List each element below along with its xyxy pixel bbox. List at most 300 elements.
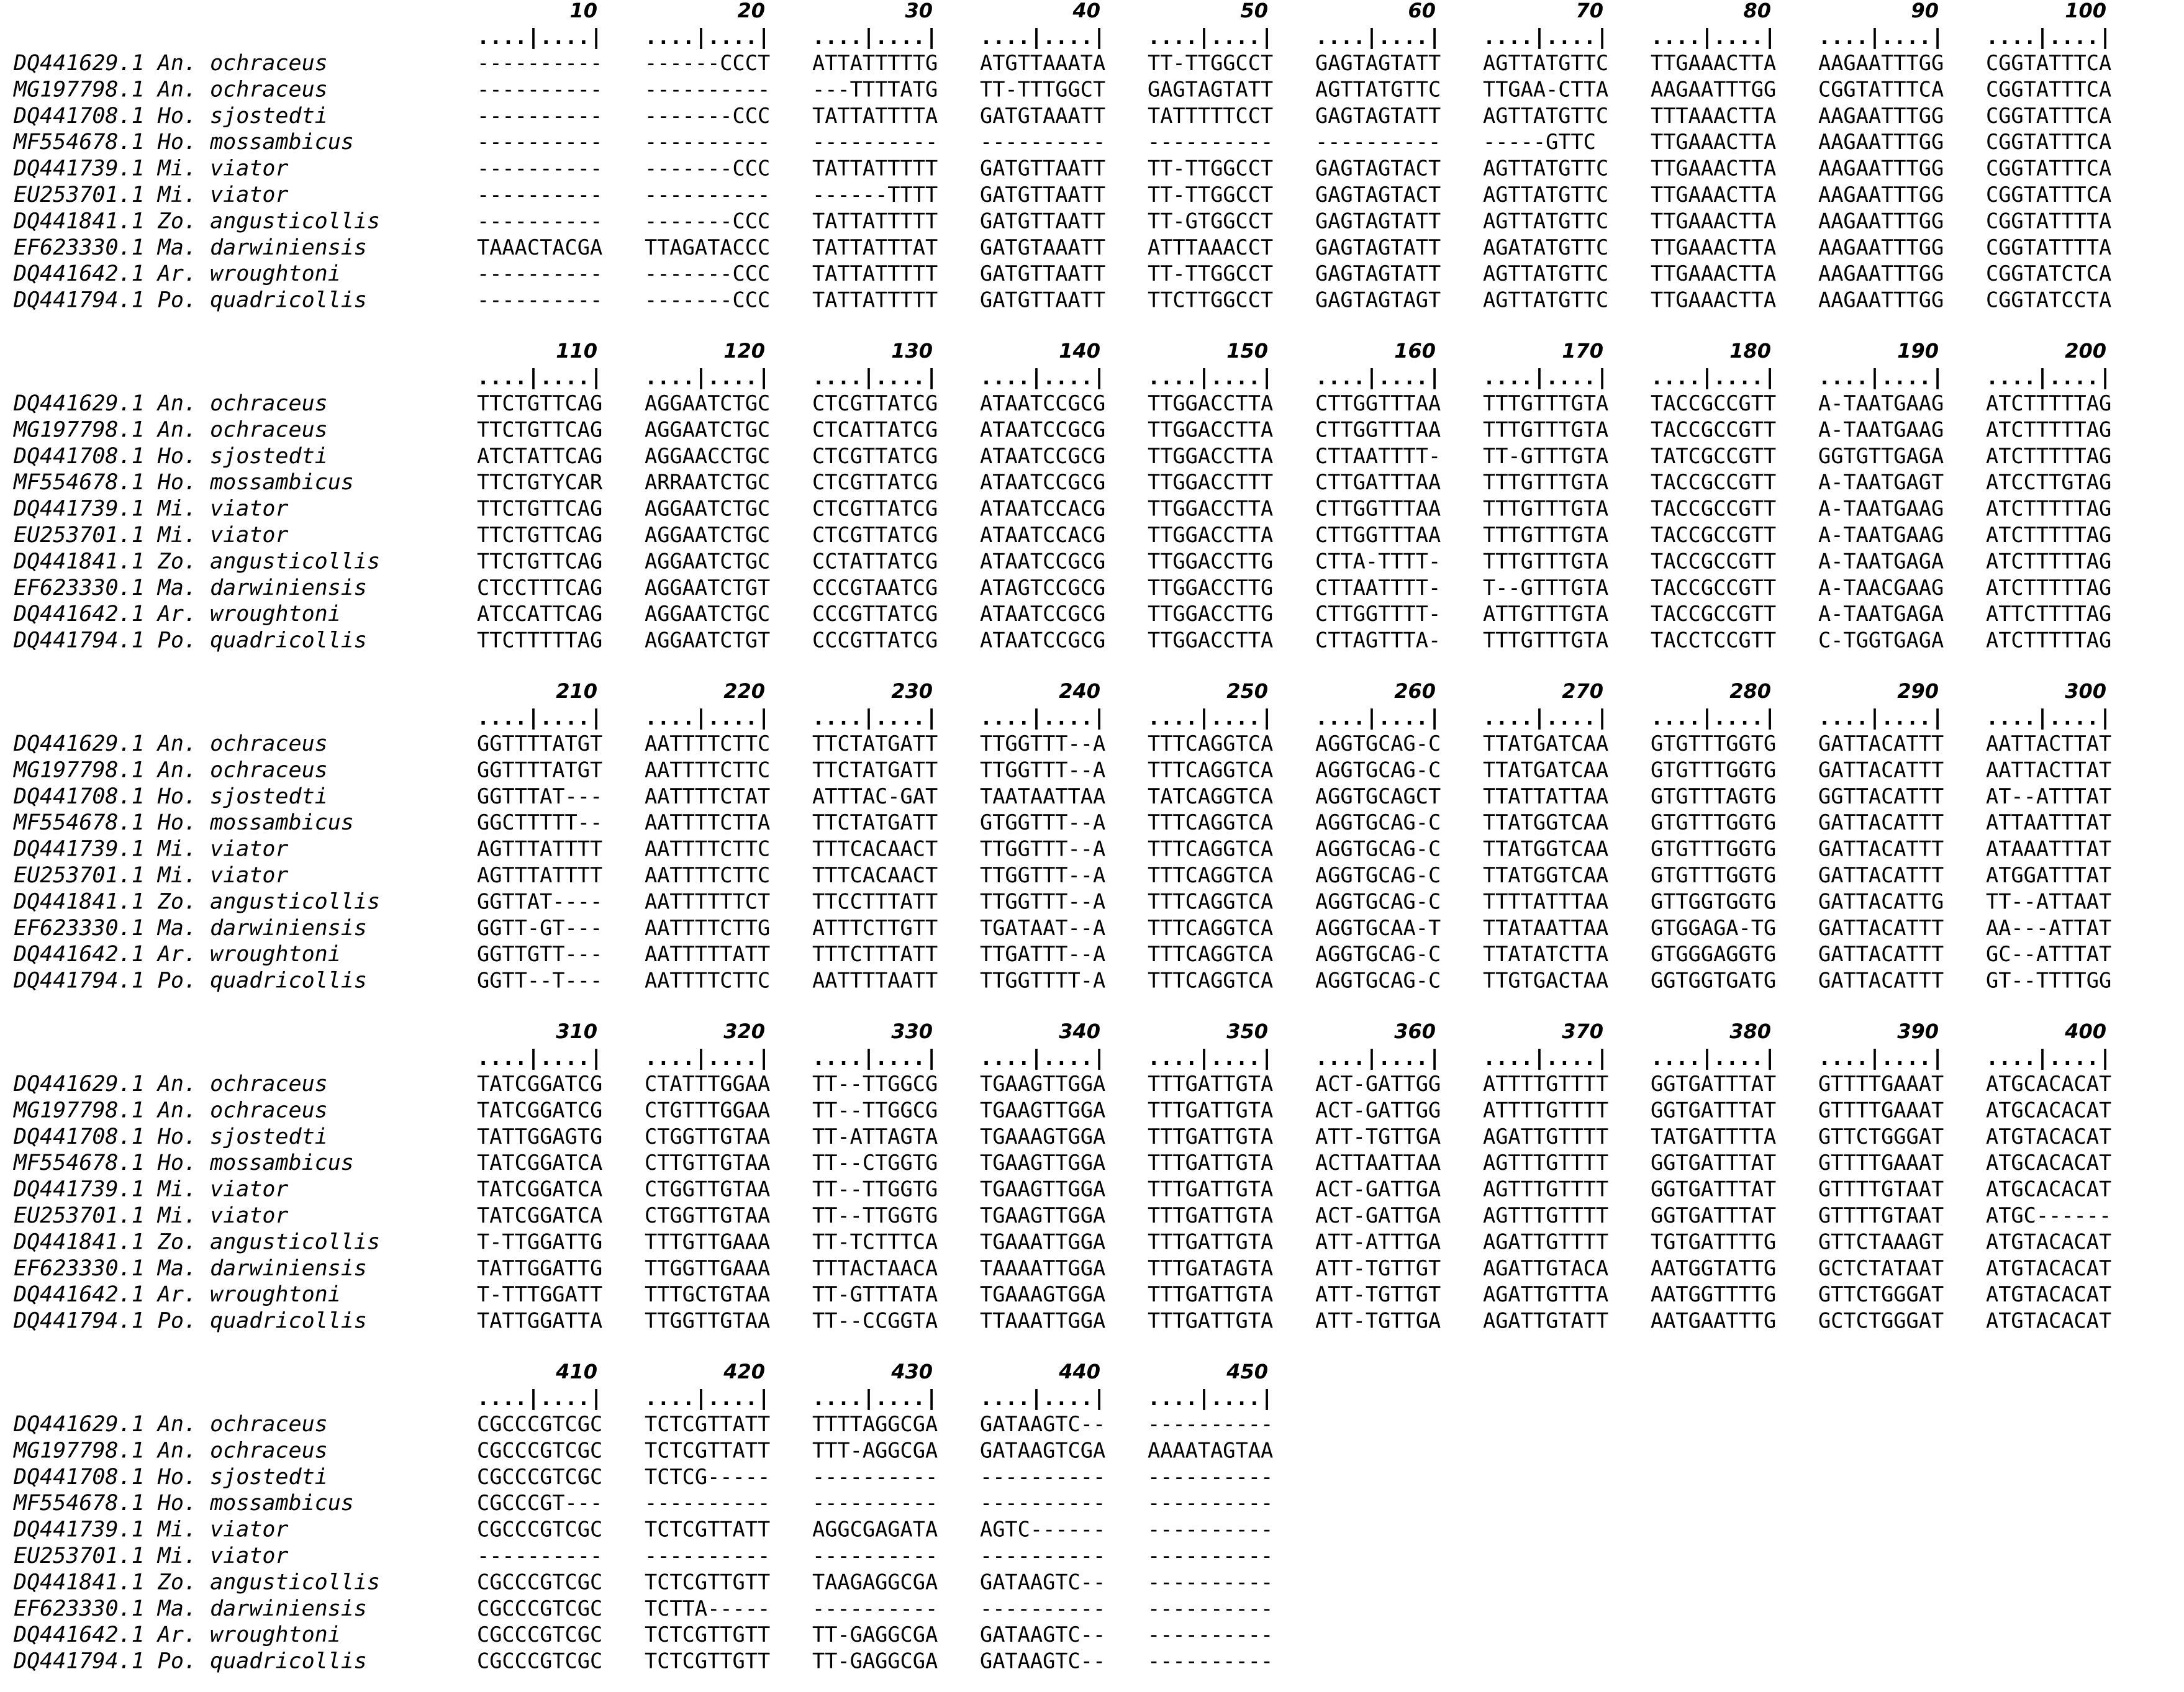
- position-number: 280: [1729, 679, 1771, 703]
- sequence-segment: CGGTATCTCA: [1986, 261, 2112, 286]
- sequence-segment: AGGTGCAG-C: [1315, 863, 1441, 887]
- sequence-label: DQ441629.1 An. ochraceus: [14, 391, 328, 416]
- sequence-label: DQ441794.1 Po. quadricollis: [14, 628, 367, 653]
- position-number: 250: [1226, 679, 1268, 703]
- sequence-segment: TTTGATTGTA: [1148, 1177, 1274, 1201]
- sequence-segment: GGTGATTTAT: [1651, 1098, 1777, 1123]
- sequence-segment: ATCTTTTTAG: [1986, 391, 2112, 415]
- sequence-segment: ATGTACACAT: [1986, 1282, 2112, 1307]
- sequence-segment: TTTTAGGCGA: [812, 1412, 938, 1436]
- sequence-segment: ----------: [812, 1596, 938, 1621]
- sequence-segment: A-TAATGAGA: [1818, 549, 1944, 574]
- sequence-segment: GATGTTAATT: [980, 183, 1106, 207]
- sequence-segment: TTCTTTTTAG: [477, 628, 603, 653]
- sequence-segment: AAGAATTTGG: [1818, 209, 1944, 233]
- sequence-segment: CTTGATTTAA: [1315, 470, 1441, 495]
- sequence-segment: ATT-TGTTGT: [1315, 1282, 1441, 1307]
- sequence-label: DQ441629.1 An. ochraceus: [14, 51, 328, 76]
- sequence-segment: AAGAATTTGG: [1818, 103, 1944, 128]
- position-number: 30: [905, 0, 933, 22]
- sequence-segment: GGCTTTTT--: [477, 810, 603, 835]
- sequence-segment: GATTACATTT: [1818, 810, 1944, 835]
- sequence-segment: -------CCC: [645, 103, 771, 128]
- sequence-segment: ----------: [980, 1596, 1106, 1621]
- sequence-segment: ATTTAC-GAT: [812, 784, 938, 808]
- sequence-segment: GTTTTGTAAT: [1818, 1203, 1944, 1228]
- sequence-segment: GAGTAGTATT: [1315, 261, 1441, 286]
- sequence-segment: GGTT-GT---: [477, 915, 603, 940]
- position-number: 290: [1897, 679, 1939, 703]
- sequence-segment: GTTTTGTAAT: [1818, 1177, 1944, 1201]
- sequence-label: EU253701.1 Mi. viator: [14, 1203, 289, 1228]
- sequence-segment: T-TTTGGATT: [477, 1282, 603, 1307]
- sequence-segment: CGGTATTTCA: [1986, 130, 2112, 155]
- sequence-segment: TTTGTTTGTA: [1483, 523, 1609, 547]
- sequence-segment: TTGGTTGAAA: [645, 1255, 771, 1280]
- sequence-segment: TTGGACCTTG: [1148, 602, 1274, 627]
- sequence-segment: TTTGTTTGTA: [1483, 417, 1609, 442]
- sequence-segment: GTTGGTGGTG: [1651, 889, 1777, 914]
- sequence-segment: GTGTTTGGTG: [1651, 731, 1777, 756]
- sequence-segment: ----------: [812, 1544, 938, 1568]
- sequence-segment: GATTACATTT: [1818, 731, 1944, 756]
- sequence-segment: AGTTATGTTC: [1315, 77, 1441, 102]
- sequence-label: EU253701.1 Mi. viator: [14, 863, 289, 888]
- sequence-segment: TTCTATGATT: [812, 810, 938, 835]
- sequence-segment: ATGGATTTAT: [1986, 863, 2112, 887]
- sequence-segment: TTGGACCTTT: [1148, 470, 1274, 495]
- sequence-segment: GCTCTATAAT: [1818, 1255, 1944, 1280]
- position-ruler: ....|....|: [1818, 25, 1944, 49]
- position-ruler: ....|....|: [1148, 365, 1274, 389]
- sequence-segment: AGTTTGTTTT: [1483, 1177, 1609, 1201]
- sequence-segment: TATCGGATCA: [477, 1203, 603, 1228]
- sequence-segment: AATTTTAATT: [812, 968, 938, 993]
- position-ruler: ....|....|: [477, 365, 603, 389]
- sequence-segment: TTTCACAACT: [812, 836, 938, 861]
- sequence-segment: TACCGCCGTT: [1651, 470, 1777, 495]
- sequence-segment: CGGTATTTTA: [1986, 209, 2112, 233]
- sequence-segment: TATCGGATCG: [477, 1072, 603, 1096]
- sequence-segment: CTCGTTATCG: [812, 470, 938, 495]
- sequence-segment: T--GTTTGTA: [1483, 575, 1609, 600]
- sequence-segment: ----------: [1148, 1464, 1274, 1489]
- sequence-label: DQ441794.1 Po. quadricollis: [14, 287, 367, 313]
- sequence-segment: GATGTTAATT: [980, 261, 1106, 286]
- sequence-segment: AAGAATTTGG: [1818, 51, 1944, 75]
- sequence-segment: TATTATTTTT: [812, 287, 938, 312]
- sequence-segment: GTTTTGAAAT: [1818, 1151, 1944, 1175]
- sequence-segment: TTGGTTGTAA: [645, 1308, 771, 1333]
- sequence-segment: TTTCTTTATT: [812, 942, 938, 967]
- sequence-segment: -------CCC: [645, 156, 771, 181]
- sequence-segment: TGAAAGTGGA: [980, 1124, 1106, 1149]
- sequence-segment: TTGGTTT--A: [980, 731, 1106, 756]
- sequence-segment: TAAGAGGCGA: [812, 1570, 938, 1595]
- sequence-segment: A-TAATGAGT: [1818, 470, 1944, 495]
- sequence-segment: ----------: [980, 1464, 1106, 1489]
- sequence-segment: CTCGTTATCG: [812, 523, 938, 547]
- sequence-segment: AGTTATGTTC: [1483, 261, 1609, 286]
- sequence-segment: GTGTTTGGTG: [1651, 758, 1777, 782]
- sequence-segment: TTGAAACTTA: [1651, 287, 1777, 312]
- position-number: 150: [1226, 339, 1268, 363]
- sequence-segment: CTTGGTTTAA: [1315, 523, 1441, 547]
- sequence-segment: AATGGTATTG: [1651, 1255, 1777, 1280]
- sequence-segment: CGGTATTTCA: [1986, 156, 2112, 181]
- sequence-segment: GTGGTTT--A: [980, 810, 1106, 835]
- sequence-segment: TTATGGTCAA: [1483, 810, 1609, 835]
- sequence-segment: GGTTGTT---: [477, 942, 603, 967]
- position-number: 70: [1575, 0, 1603, 22]
- sequence-segment: TTTGATTGTA: [1148, 1072, 1274, 1096]
- sequence-segment: ATCTTTTTAG: [1986, 549, 2112, 574]
- sequence-segment: TT-GAGGCGA: [812, 1649, 938, 1673]
- sequence-segment: GTGGAGA-TG: [1651, 915, 1777, 940]
- position-number: 400: [2065, 1020, 2106, 1043]
- sequence-segment: AATTTTTATT: [645, 942, 771, 967]
- sequence-label: DQ441708.1 Ho. sjostedti: [14, 443, 328, 469]
- position-number: 80: [1743, 0, 1771, 22]
- sequence-segment: AGTTATGTTC: [1483, 209, 1609, 233]
- sequence-segment: TGAAGTTGGA: [980, 1203, 1106, 1228]
- sequence-segment: ATCTATTCAG: [477, 443, 603, 468]
- position-ruler: ....|....|: [1651, 705, 1777, 730]
- sequence-label: DQ441739.1 Mi. viator: [14, 1517, 289, 1542]
- sequence-segment: TATTGGATTA: [477, 1308, 603, 1333]
- sequence-segment: CCCGTAATCG: [812, 575, 938, 600]
- sequence-segment: TATTATTTAT: [812, 235, 938, 260]
- sequence-segment: AGGCGAGATA: [812, 1517, 938, 1542]
- sequence-segment: CTTA-TTTT-: [1315, 549, 1441, 574]
- sequence-segment: CTCGTTATCG: [812, 496, 938, 521]
- position-ruler: ....|....|: [1483, 365, 1609, 389]
- sequence-segment: CTGGTTGTAA: [645, 1124, 771, 1149]
- sequence-segment: AATTTTCTTC: [645, 731, 771, 756]
- sequence-segment: -----GTTC: [1483, 130, 1596, 155]
- sequence-segment: TTCCTTTATT: [812, 889, 938, 914]
- sequence-segment: TTCTGTTCAG: [477, 496, 603, 521]
- sequence-segment: GAGTAGTATT: [1315, 235, 1441, 260]
- sequence-segment: GTGTTTGGTG: [1651, 863, 1777, 887]
- sequence-segment: CGGTATTTCA: [1986, 183, 2112, 207]
- sequence-segment: CGCCCGTCGC: [477, 1649, 603, 1673]
- sequence-label: DQ441841.1 Zo. angusticollis: [14, 209, 381, 234]
- sequence-segment: GGTGGTGATG: [1651, 968, 1777, 993]
- position-ruler: ....|....|: [1483, 25, 1609, 49]
- sequence-segment: T-TTGGATTG: [477, 1229, 603, 1254]
- sequence-label: EU253701.1 Mi. viator: [14, 1544, 289, 1568]
- sequence-segment: AGGAATCTGT: [645, 628, 771, 653]
- sequence-segment: AGATTGTTTT: [1483, 1124, 1609, 1149]
- sequence-segment: ATAATCCGCG: [980, 391, 1106, 415]
- sequence-segment: TTTGATTGTA: [1148, 1308, 1274, 1333]
- sequence-segment: AATTTTCTAT: [645, 784, 771, 808]
- sequence-label: MG197798.1 An. ochraceus: [14, 1098, 328, 1123]
- sequence-segment: TATTATTTTT: [812, 209, 938, 233]
- sequence-segment: ACTTAATTAA: [1315, 1151, 1441, 1175]
- sequence-segment: ----------: [477, 130, 603, 155]
- sequence-segment: CTCGTTATCG: [812, 443, 938, 468]
- sequence-segment: CGCCCGTCGC: [477, 1412, 603, 1436]
- position-number: 440: [1059, 1360, 1100, 1383]
- sequence-segment: TTCTATGATT: [812, 731, 938, 756]
- sequence-segment: TATCGGATCA: [477, 1151, 603, 1175]
- sequence-segment: ATAGTCCGCG: [980, 575, 1106, 600]
- sequence-segment: AGATTGTTTT: [1483, 1229, 1609, 1254]
- position-number: 450: [1226, 1360, 1268, 1383]
- sequence-label: EF623330.1 Ma. darwiniensis: [14, 1596, 367, 1621]
- sequence-segment: CGGTATTTCA: [1986, 77, 2112, 102]
- sequence-segment: AGTTATGTTC: [1483, 51, 1609, 75]
- sequence-segment: ATCTTTTTAG: [1986, 628, 2112, 653]
- sequence-label: MF554678.1 Ho. mossambicus: [14, 470, 354, 495]
- sequence-segment: CTTAATTTT-: [1315, 443, 1441, 468]
- position-ruler: ....|....|: [1818, 705, 1944, 730]
- sequence-segment: TTTGATTGTA: [1148, 1282, 1274, 1307]
- sequence-segment: ----------: [1148, 130, 1274, 155]
- sequence-segment: ----------: [477, 209, 603, 233]
- sequence-segment: GGTT--T---: [477, 968, 603, 993]
- sequence-segment: TCTCGTTGTT: [645, 1649, 771, 1673]
- position-ruler: ....|....|: [1986, 25, 2112, 49]
- sequence-segment: AGTTATGTTC: [1483, 156, 1609, 181]
- sequence-segment: A-TAATGAAG: [1818, 496, 1944, 521]
- sequence-label: MG197798.1 An. ochraceus: [14, 758, 328, 783]
- position-ruler: ....|....|: [1148, 1046, 1274, 1070]
- sequence-segment: TTGGACCTTA: [1148, 391, 1274, 415]
- position-number: 190: [1897, 339, 1939, 363]
- sequence-segment: ACT-GATTGG: [1315, 1072, 1441, 1096]
- sequence-segment: C-TGGTGAGA: [1818, 628, 1944, 653]
- sequence-segment: ----------: [980, 1491, 1106, 1516]
- sequence-segment: ACT-GATTGA: [1315, 1177, 1441, 1201]
- position-number: 100: [2065, 0, 2106, 22]
- sequence-label: DQ441642.1 Ar. wroughtoni: [14, 1622, 341, 1648]
- sequence-segment: TTTCAGGTCA: [1148, 942, 1274, 967]
- sequence-segment: CTATTTGGAA: [645, 1072, 771, 1096]
- sequence-label: DQ441642.1 Ar. wroughtoni: [14, 1282, 341, 1308]
- sequence-segment: ----------: [477, 77, 603, 102]
- sequence-segment: GAGTAGTATT: [1315, 209, 1441, 233]
- sequence-segment: -------CCC: [645, 261, 771, 286]
- sequence-segment: TT-TTGGCCT: [1148, 183, 1274, 207]
- sequence-segment: CGCCCGTCGC: [477, 1596, 603, 1621]
- sequence-segment: AGTTTGTTTT: [1483, 1203, 1609, 1228]
- sequence-segment: AGGAATCTGC: [645, 549, 771, 574]
- sequence-segment: CGGTATCCTA: [1986, 287, 2112, 312]
- sequence-label: DQ441708.1 Ho. sjostedti: [14, 103, 328, 129]
- sequence-segment: AATTTTCTTC: [645, 836, 771, 861]
- position-number: 270: [1562, 679, 1603, 703]
- sequence-segment: AGGTGCAG-C: [1315, 810, 1441, 835]
- sequence-segment: TT-GTGGCCT: [1148, 209, 1274, 233]
- position-number: 120: [723, 339, 765, 363]
- sequence-segment: TCTCGTTATT: [645, 1517, 771, 1542]
- sequence-segment: ----------: [477, 287, 603, 312]
- position-ruler: ....|....|: [477, 25, 603, 49]
- sequence-segment: TTCTGTTCAG: [477, 549, 603, 574]
- sequence-segment: TTGGACCTTG: [1148, 549, 1274, 574]
- sequence-segment: TTTGATTGTA: [1148, 1098, 1274, 1123]
- sequence-segment: TGTGATTTTG: [1651, 1229, 1777, 1254]
- sequence-segment: TTGGTTT--A: [980, 889, 1106, 914]
- position-ruler: ....|....|: [980, 1386, 1106, 1410]
- sequence-segment: AGGTGCAG-C: [1315, 731, 1441, 756]
- sequence-segment: TACCGCCGTT: [1651, 523, 1777, 547]
- sequence-segment: TCTCGTTGTT: [645, 1622, 771, 1647]
- position-ruler: ....|....|: [1818, 1046, 1944, 1070]
- sequence-segment: ----------: [1148, 1412, 1274, 1436]
- sequence-segment: TGATAAT--A: [980, 915, 1106, 940]
- sequence-segment: AATGAATTTG: [1651, 1308, 1777, 1333]
- sequence-segment: ----------: [645, 77, 771, 102]
- sequence-segment: TTGAAACTTA: [1651, 235, 1777, 260]
- sequence-segment: ATCCATTCAG: [477, 602, 603, 627]
- sequence-segment: GAGTAGTACT: [1315, 156, 1441, 181]
- sequence-label: DQ441629.1 An. ochraceus: [14, 1412, 328, 1437]
- sequence-segment: GATTACATTT: [1818, 942, 1944, 967]
- position-ruler: ....|....|: [980, 25, 1106, 49]
- sequence-segment: ----------: [980, 130, 1106, 155]
- position-ruler: ....|....|: [1483, 705, 1609, 730]
- position-number: 360: [1394, 1020, 1436, 1043]
- sequence-segment: TTGAAACTTA: [1651, 156, 1777, 181]
- sequence-segment: TTCTATGATT: [812, 758, 938, 782]
- position-number: 170: [1562, 339, 1603, 363]
- sequence-segment: CGGTATTTCA: [1986, 103, 2112, 128]
- sequence-segment: GGTGTTGAGA: [1818, 443, 1944, 468]
- sequence-segment: GATTACATTG: [1818, 889, 1944, 914]
- sequence-label: DQ441642.1 Ar. wroughtoni: [14, 261, 341, 287]
- sequence-segment: TTATTATTAA: [1483, 784, 1609, 808]
- sequence-segment: ----------: [1148, 1596, 1274, 1621]
- sequence-segment: CGCCCGTCGC: [477, 1464, 603, 1489]
- sequence-segment: TT--TTGGTG: [812, 1177, 938, 1201]
- sequence-segment: AATTTTTTCT: [645, 889, 771, 914]
- sequence-segment: TTGAAACTTA: [1651, 130, 1777, 155]
- sequence-segment: TTGGTTT--A: [980, 758, 1106, 782]
- sequence-segment: ATCTTTTTAG: [1986, 443, 2112, 468]
- sequence-segment: AAGAATTTGG: [1818, 183, 1944, 207]
- sequence-segment: ATAATCCACG: [980, 496, 1106, 521]
- sequence-segment: TTCTGTTCAG: [477, 391, 603, 415]
- sequence-segment: ATGCACACAT: [1986, 1072, 2112, 1096]
- position-number: 300: [2065, 679, 2106, 703]
- sequence-segment: TTTCAGGTCA: [1148, 915, 1274, 940]
- sequence-segment: CTTGGTTTAA: [1315, 496, 1441, 521]
- sequence-segment: TCTCG-----: [645, 1464, 771, 1489]
- position-ruler: ....|....|: [1315, 1046, 1441, 1070]
- sequence-segment: TGAAATTGGA: [980, 1229, 1106, 1254]
- sequence-segment: TACCGCCGTT: [1651, 549, 1777, 574]
- sequence-segment: TTCTTGGCCT: [1148, 287, 1274, 312]
- sequence-segment: AAGAATTTGG: [1651, 77, 1777, 102]
- position-number: 20: [737, 0, 765, 22]
- sequence-label: MF554678.1 Ho. mossambicus: [14, 130, 354, 155]
- sequence-segment: TTTTATTTAA: [1483, 889, 1609, 914]
- position-number: 320: [723, 1020, 765, 1043]
- sequence-segment: ----------: [1148, 1544, 1274, 1568]
- sequence-segment: CTTGGTTTAA: [1315, 417, 1441, 442]
- sequence-segment: GTTCTAAAGT: [1818, 1229, 1944, 1254]
- sequence-segment: TCTCGTTATT: [645, 1438, 771, 1463]
- sequence-label: MG197798.1 An. ochraceus: [14, 77, 328, 102]
- sequence-label: EF623330.1 Ma. darwiniensis: [14, 235, 367, 260]
- sequence-segment: ATT-ATTTGA: [1315, 1229, 1441, 1254]
- sequence-segment: ATGCACACAT: [1986, 1151, 2112, 1175]
- sequence-segment: TACCTCCGTT: [1651, 628, 1777, 653]
- position-ruler: ....|....|: [1148, 25, 1274, 49]
- sequence-segment: ATTCTTTTAG: [1986, 602, 2112, 627]
- sequence-segment: TTATGGTCAA: [1483, 836, 1609, 861]
- sequence-segment: AATTTTCTTC: [645, 968, 771, 993]
- sequence-segment: TATGATTTTA: [1651, 1124, 1777, 1149]
- sequence-segment: TT-TCTTTCA: [812, 1229, 938, 1254]
- sequence-segment: GATAAGTC--: [980, 1570, 1106, 1595]
- sequence-segment: TTATAATTAA: [1483, 915, 1609, 940]
- sequence-segment: AGATTGTACA: [1483, 1255, 1609, 1280]
- sequence-segment: AGGTGCAG-C: [1315, 968, 1441, 993]
- sequence-label: DQ441841.1 Zo. angusticollis: [14, 1570, 381, 1595]
- sequence-segment: TGAAGTTGGA: [980, 1177, 1106, 1201]
- position-ruler: ....|....|: [477, 1386, 603, 1410]
- sequence-segment: GTGTTTGGTG: [1651, 810, 1777, 835]
- sequence-label: MG197798.1 An. ochraceus: [14, 1438, 328, 1464]
- position-ruler: ....|....|: [812, 25, 938, 49]
- sequence-segment: ARRAATCTGC: [645, 470, 771, 495]
- sequence-segment: GATGTAAATT: [980, 103, 1106, 128]
- sequence-segment: GATGTTAATT: [980, 156, 1106, 181]
- sequence-label: DQ441794.1 Po. quadricollis: [14, 968, 367, 993]
- position-number: 160: [1394, 339, 1436, 363]
- sequence-segment: CTTGGTTTT-: [1315, 602, 1441, 627]
- sequence-segment: CTGGTTGTAA: [645, 1177, 771, 1201]
- sequence-segment: TATTATTTTT: [812, 261, 938, 286]
- sequence-segment: AATTACTTAT: [1986, 731, 2112, 756]
- sequence-label: DQ441739.1 Mi. viator: [14, 496, 289, 522]
- sequence-segment: ATGTACACAT: [1986, 1255, 2112, 1280]
- sequence-segment: GTGGGAGGTG: [1651, 942, 1777, 967]
- sequence-segment: GATTACATTT: [1818, 758, 1944, 782]
- sequence-label: DQ441841.1 Zo. angusticollis: [14, 889, 381, 915]
- position-ruler: ....|....|: [645, 1046, 771, 1070]
- sequence-segment: TTATATCTTA: [1483, 942, 1609, 967]
- sequence-segment: TTAGATACCC: [645, 235, 771, 260]
- sequence-segment: ----------: [645, 1544, 771, 1568]
- sequence-segment: TTGGACCTTA: [1148, 443, 1274, 468]
- sequence-segment: GTTCTGGGAT: [1818, 1282, 1944, 1307]
- sequence-segment: AAGAATTTGG: [1818, 235, 1944, 260]
- sequence-segment: ----------: [477, 261, 603, 286]
- sequence-segment: TTGAAACTTA: [1651, 183, 1777, 207]
- sequence-segment: ATGTACACAT: [1986, 1308, 2112, 1333]
- sequence-label: MF554678.1 Ho. mossambicus: [14, 810, 354, 836]
- sequence-segment: TTTGATTGTA: [1148, 1229, 1274, 1254]
- sequence-label: MF554678.1 Ho. mossambicus: [14, 1151, 354, 1176]
- position-number: 380: [1729, 1020, 1771, 1043]
- sequence-segment: CGGTATTTCA: [1986, 51, 2112, 75]
- sequence-segment: GTTCTGGGAT: [1818, 1124, 1944, 1149]
- sequence-segment: CTGTTTGGAA: [645, 1098, 771, 1123]
- sequence-segment: TT-GAGGCGA: [812, 1622, 938, 1647]
- sequence-segment: ----------: [1315, 130, 1441, 155]
- sequence-segment: TTGAAACTTA: [1651, 209, 1777, 233]
- sequence-segment: AGTTTGTTTT: [1483, 1151, 1609, 1175]
- sequence-segment: TT-TTGGCCT: [1148, 156, 1274, 181]
- sequence-label: EF623330.1 Ma. darwiniensis: [14, 575, 367, 600]
- sequence-segment: GATTACATTT: [1818, 863, 1944, 887]
